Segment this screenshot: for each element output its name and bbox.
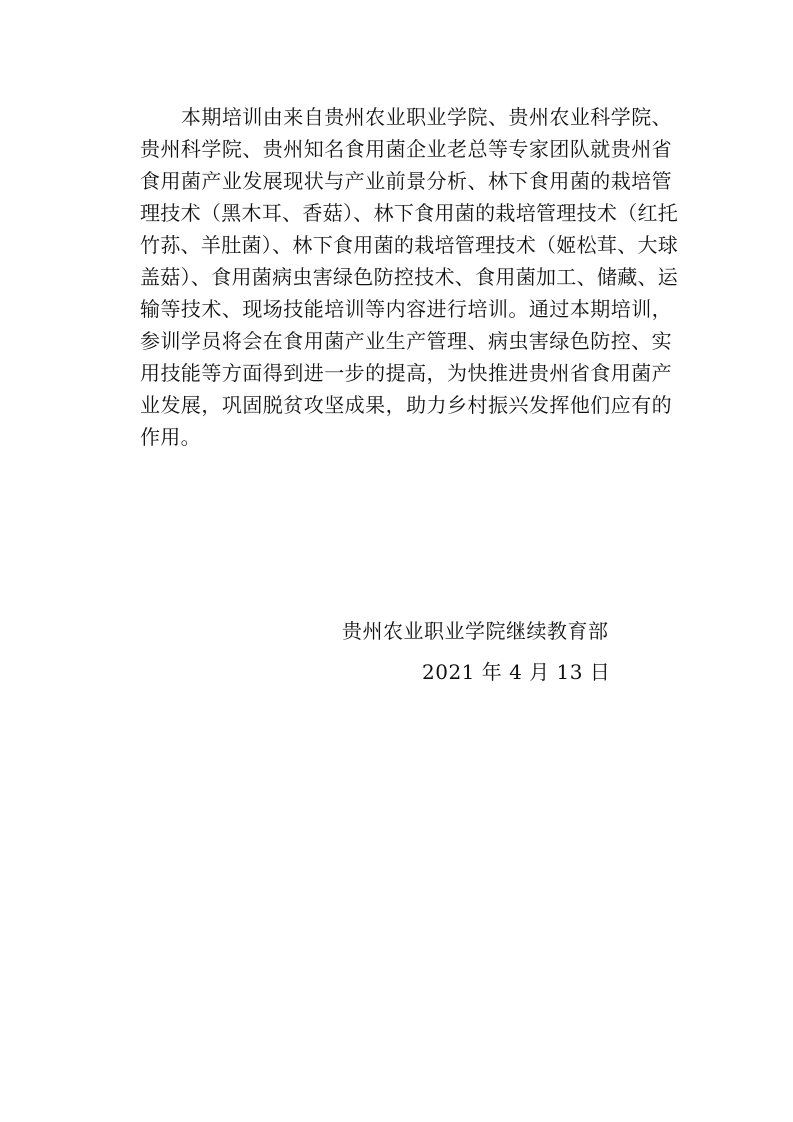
paragraph-line: 食用菌产业发展现状与产业前景分析、林下食用菌的栽培管 bbox=[140, 169, 672, 193]
paragraph-line: 业发展，巩固脱贫攻坚成果，助力乡村振兴发挥他们应有的 bbox=[140, 393, 672, 417]
paragraph-line: 贵州科学院、贵州知名食用菌企业老总等专家团队就贵州省 bbox=[140, 137, 672, 161]
paragraph-line: 输等技术、现场技能培训等内容进行培训。通过本期培训， bbox=[140, 297, 672, 321]
paragraph-line: 用技能等方面得到进一步的提高，为快推进贵州省食用菌产 bbox=[140, 361, 672, 385]
paragraph-line: 参训学员将会在食用菌产业生产管理、病虫害绿色防控、实 bbox=[140, 329, 672, 353]
paragraph-line: 盖菇）、食用菌病虫害绿色防控技术、食用菌加工、储藏、运 bbox=[140, 265, 679, 289]
paragraph-line: 作用。 bbox=[140, 425, 201, 449]
body-paragraph bbox=[140, 101, 679, 453]
signature-organization: 贵州农业职业学院继续教育部 bbox=[342, 619, 609, 643]
paragraph-line: 理技术（黑木耳、香菇）、林下食用菌的栽培管理技术（红托 bbox=[140, 201, 679, 225]
signature-date: 2021 年 4 月 13 日 bbox=[422, 660, 611, 684]
paragraph-line: 竹荪、羊肚菌）、林下食用菌的栽培管理技术（姬松茸、大球 bbox=[140, 233, 679, 257]
paragraph-line: 本期培训由来自贵州农业职业学院、贵州农业科学院、 bbox=[140, 105, 672, 129]
